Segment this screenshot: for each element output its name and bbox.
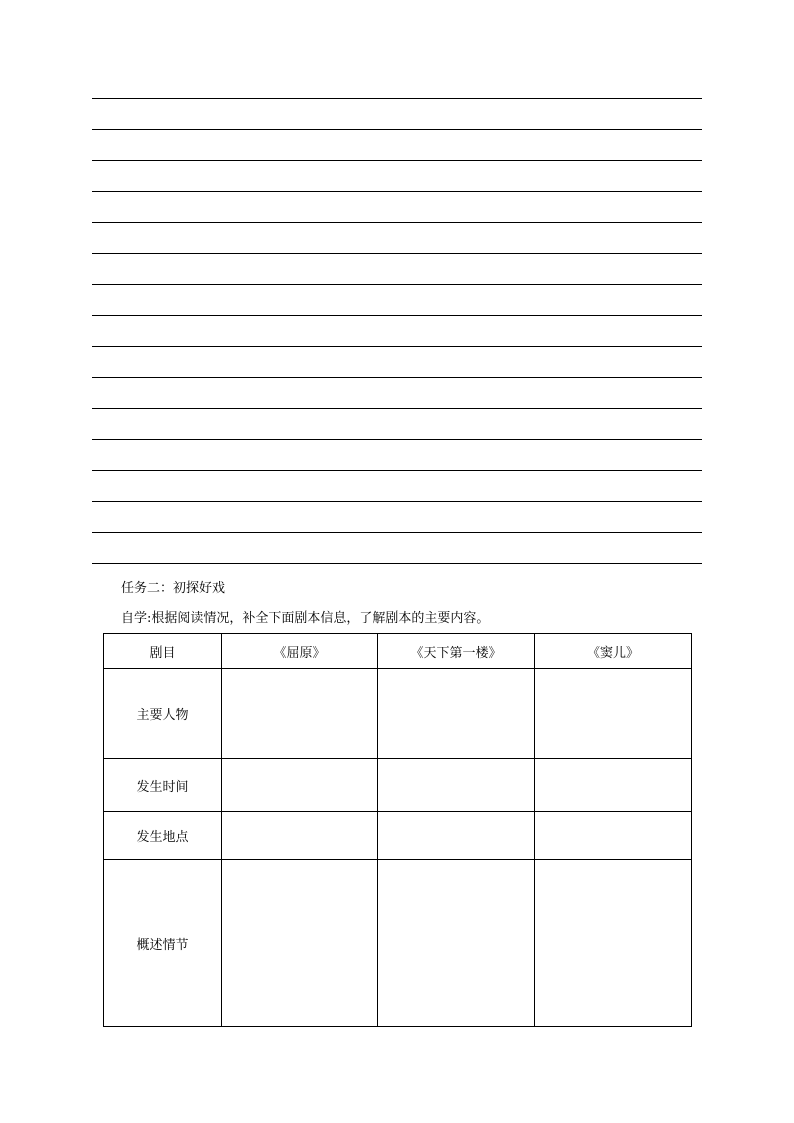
- table-row: [104, 669, 692, 759]
- row-label-time: 发生时间: [104, 759, 222, 812]
- answer-cell[interactable]: [222, 669, 378, 759]
- row-label-characters: 主要人物: [104, 669, 222, 759]
- answer-cell[interactable]: [378, 759, 535, 812]
- writing-line[interactable]: [92, 563, 702, 564]
- answer-cell[interactable]: [378, 812, 535, 860]
- header-cell-tianxia: 《天下第一楼》: [378, 634, 535, 669]
- writing-line[interactable]: [92, 408, 702, 439]
- writing-line[interactable]: [92, 191, 702, 222]
- writing-line[interactable]: [92, 253, 702, 284]
- table-header-row: [104, 634, 692, 669]
- answer-cell[interactable]: [222, 812, 378, 860]
- answer-cell[interactable]: [535, 812, 692, 860]
- answer-cell[interactable]: [222, 860, 378, 1027]
- writing-line[interactable]: [92, 439, 702, 470]
- writing-line[interactable]: [92, 160, 702, 191]
- table-row: [104, 860, 692, 1027]
- answer-cell[interactable]: [222, 759, 378, 812]
- writing-line[interactable]: [92, 470, 702, 501]
- row-label-place: 发生地点: [104, 812, 222, 860]
- header-cell-dou: 《窦儿》: [535, 634, 692, 669]
- task-instruction: 自学:根据阅读情况，补全下面剧本信息，了解剧本的主要内容。: [121, 611, 490, 626]
- answer-cell[interactable]: [535, 860, 692, 1027]
- table-row: [104, 812, 692, 860]
- writing-line[interactable]: [92, 501, 702, 532]
- table-row: [104, 759, 692, 812]
- header-cell-title: 剧目: [104, 634, 222, 669]
- answer-cell[interactable]: [535, 669, 692, 759]
- writing-line[interactable]: [92, 532, 702, 563]
- writing-line[interactable]: [92, 346, 702, 377]
- writing-line[interactable]: [92, 129, 702, 160]
- task-heading: 任务二：初探好戏: [121, 581, 226, 596]
- writing-line[interactable]: [92, 284, 702, 315]
- header-cell-quyuan: 《屈原》: [222, 634, 378, 669]
- answer-cell[interactable]: [535, 759, 692, 812]
- writing-line[interactable]: [92, 377, 702, 408]
- writing-line[interactable]: [92, 98, 702, 129]
- writing-lines: [92, 98, 702, 564]
- writing-line[interactable]: [92, 222, 702, 253]
- answer-cell[interactable]: [378, 669, 535, 759]
- row-label-plot: 概述情节: [104, 860, 222, 1027]
- writing-line[interactable]: [92, 315, 702, 346]
- script-info-table: [103, 633, 692, 1027]
- answer-cell[interactable]: [378, 860, 535, 1027]
